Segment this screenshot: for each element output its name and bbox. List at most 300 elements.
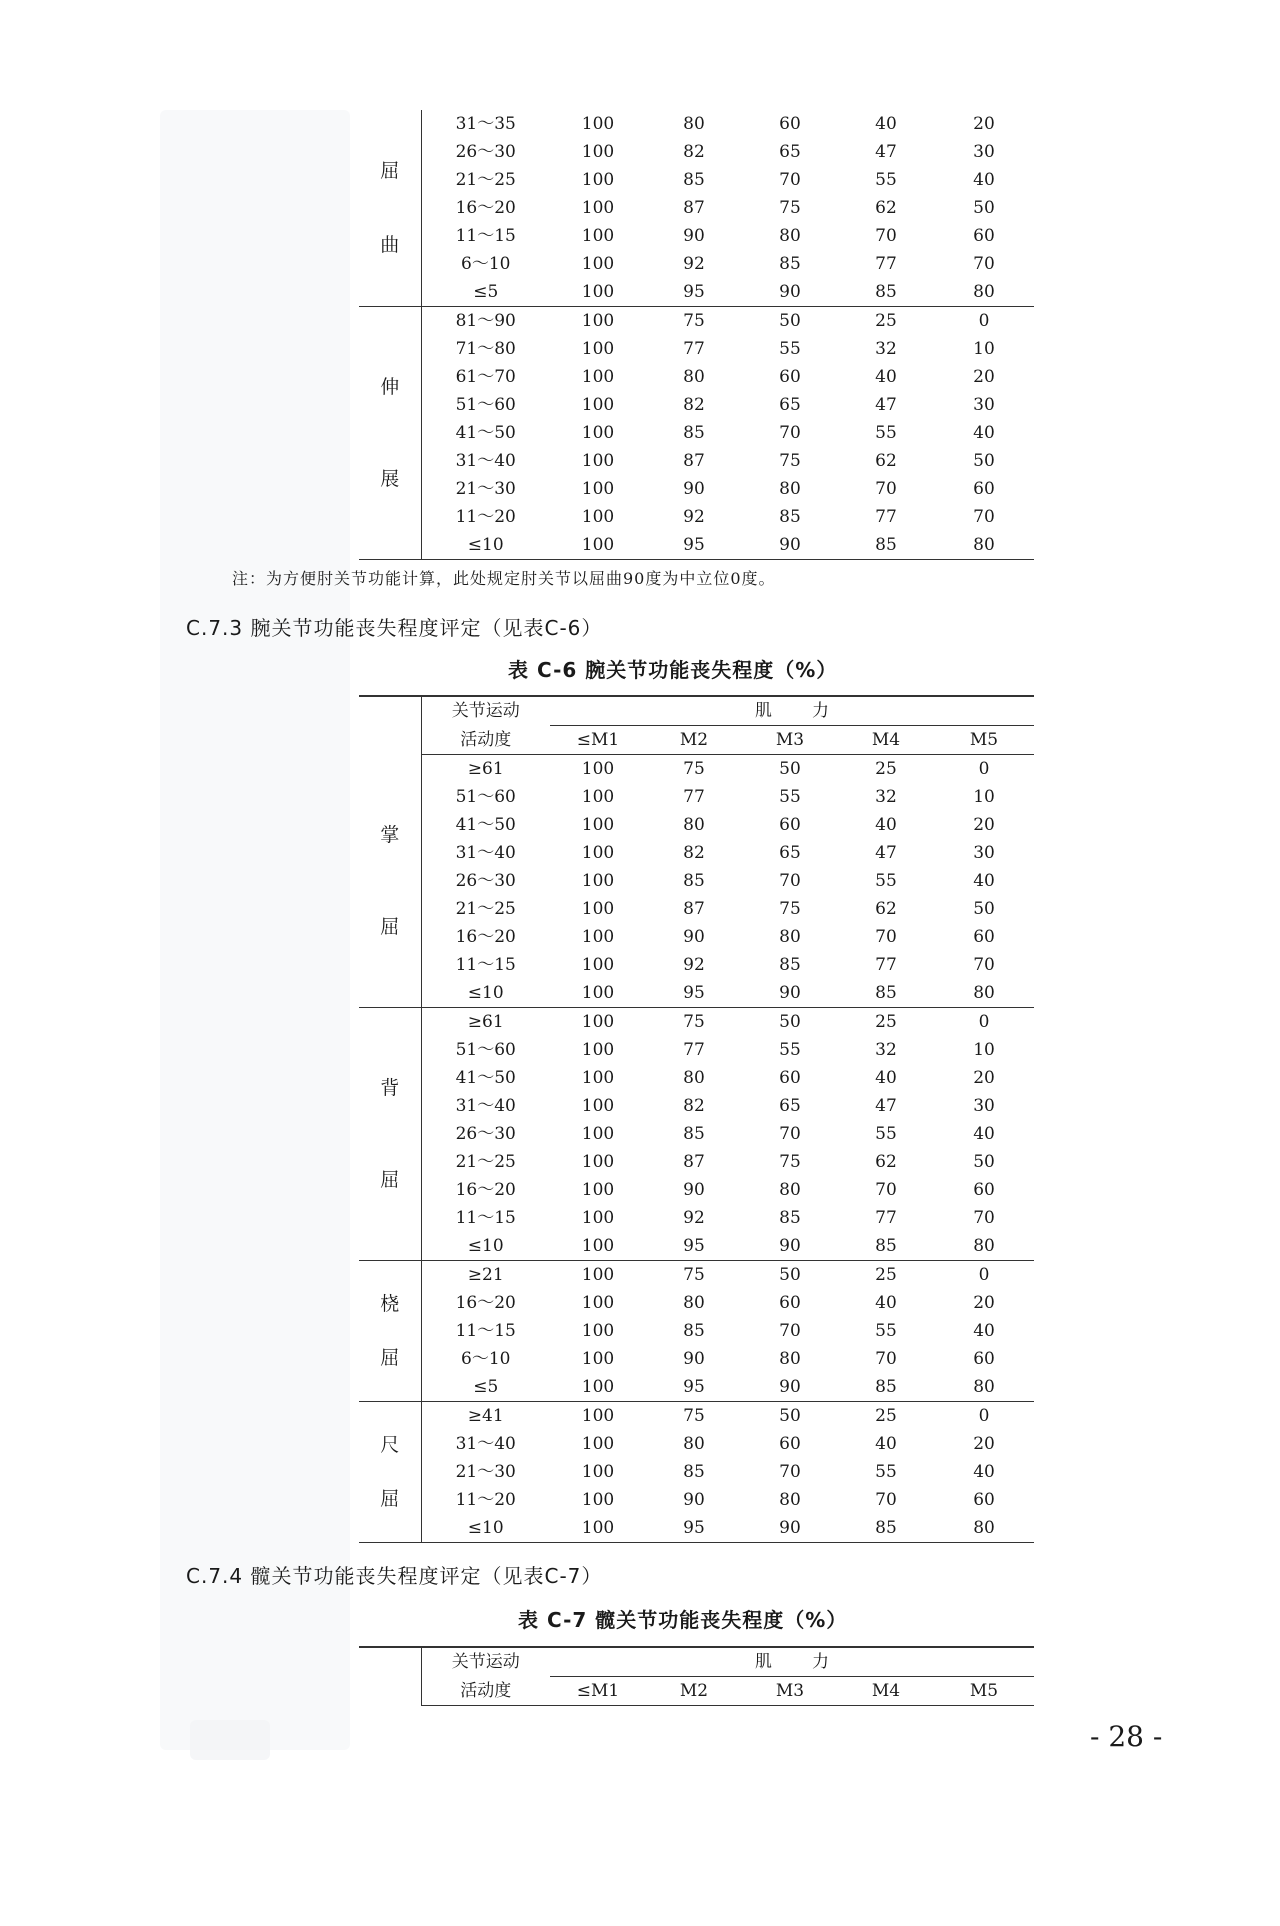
value-cell: 80 — [779, 1490, 801, 1510]
range-cell: 21～30 — [455, 1462, 516, 1482]
range-cell: 71～80 — [455, 339, 516, 359]
value-cell: 60 — [973, 1349, 995, 1369]
value-cell: 100 — [581, 815, 615, 835]
range-cell: ≤10 — [421, 979, 550, 1008]
group-label-char: 屈 — [380, 1347, 400, 1370]
value-cell: 100 — [550, 1514, 646, 1543]
value-cell: 100 — [581, 1490, 615, 1510]
value-cell: 50 — [779, 311, 801, 331]
value-cell: 100 — [581, 1293, 615, 1313]
value-cell: 87 — [683, 198, 705, 218]
value-cell: 40 — [973, 871, 995, 891]
table-row — [359, 867, 1034, 895]
table-row — [359, 222, 1034, 250]
table-row — [359, 839, 1034, 867]
range-cell: 11～15 — [455, 1208, 516, 1228]
value-cell: 25 — [875, 311, 897, 331]
value-cell: 85 — [838, 531, 934, 560]
value-cell: 40 — [875, 1293, 897, 1313]
value-cell: 0 — [978, 1406, 990, 1426]
range-cell: 6～10 — [461, 254, 511, 274]
value-cell: 100 — [550, 1232, 646, 1261]
value-cell: 70 — [779, 871, 801, 891]
value-cell: 30 — [973, 1096, 995, 1116]
value-cell: 90 — [683, 479, 705, 499]
value-cell: 80 — [934, 278, 1034, 307]
value-cell: 80 — [683, 1068, 705, 1088]
value-cell: 55 — [875, 1462, 897, 1482]
value-cell: 70 — [875, 1490, 897, 1510]
value-cell: 62 — [875, 1152, 897, 1172]
value-cell: 100 — [581, 1434, 615, 1454]
value-cell: 87 — [683, 451, 705, 471]
value-cell: 70 — [973, 955, 995, 975]
value-cell: 25 — [875, 1265, 897, 1285]
value-cell: 100 — [581, 226, 615, 246]
value-cell: 100 — [581, 507, 615, 527]
range-cell: ≥41 — [467, 1406, 504, 1426]
value-cell: 100 — [581, 1096, 615, 1116]
range-cell: 21～25 — [455, 899, 516, 919]
value-cell: 65 — [779, 843, 801, 863]
value-cell: 65 — [779, 395, 801, 415]
value-cell: 20 — [973, 367, 995, 387]
value-cell: 92 — [683, 955, 705, 975]
value-cell: 90 — [742, 979, 838, 1008]
header-blank-cell — [359, 1647, 421, 1706]
value-cell: 85 — [838, 979, 934, 1008]
range-cell: 31～40 — [455, 1434, 516, 1454]
range-cell: 81～90 — [455, 311, 516, 331]
table-row — [359, 1204, 1034, 1232]
value-cell: 40 — [973, 1462, 995, 1482]
value-cell: 100 — [581, 198, 615, 218]
value-cell: 100 — [581, 927, 615, 947]
value-cell: 65 — [779, 142, 801, 162]
value-cell: 75 — [683, 759, 705, 779]
table-row — [359, 923, 1034, 951]
value-cell: 75 — [683, 1265, 705, 1285]
table-row — [359, 307, 1034, 336]
table-row — [359, 475, 1034, 503]
value-cell: 80 — [683, 815, 705, 835]
range-cell: 16～20 — [455, 927, 516, 947]
value-cell: 0 — [978, 1265, 990, 1285]
value-cell: 85 — [838, 1514, 934, 1543]
value-cell: 70 — [779, 1124, 801, 1144]
range-cell: 31～40 — [455, 451, 516, 471]
value-cell: 85 — [683, 1124, 705, 1144]
value-cell: 100 — [550, 1373, 646, 1402]
value-cell: 77 — [875, 507, 897, 527]
group-label-char: 屈 — [380, 1169, 400, 1191]
value-cell: 95 — [646, 979, 742, 1008]
table-row — [359, 138, 1034, 166]
group-label-char: 屈 — [380, 160, 400, 183]
range-cell: 11～20 — [455, 1490, 516, 1510]
header-col-m2: M2 — [646, 1677, 742, 1706]
table-row — [359, 1232, 1034, 1261]
value-cell: 100 — [581, 787, 615, 807]
header-col-m2: M2 — [646, 726, 742, 755]
table-row — [359, 1120, 1034, 1148]
value-cell: 80 — [683, 1434, 705, 1454]
range-cell: ≤10 — [421, 1232, 550, 1261]
value-cell: 47 — [875, 142, 897, 162]
value-cell: 75 — [683, 1012, 705, 1032]
group-label — [359, 1008, 421, 1261]
range-cell: 16～20 — [455, 1293, 516, 1313]
table-note: 注：为方便肘关节功能计算，此处规定肘关节以屈曲90度为中立位0度。 — [232, 569, 776, 588]
value-cell: 95 — [646, 531, 742, 560]
value-cell: 80 — [779, 479, 801, 499]
range-cell: ≤10 — [421, 1514, 550, 1543]
range-cell: 16～20 — [455, 1180, 516, 1200]
value-cell: 100 — [581, 114, 615, 134]
value-cell: 90 — [742, 1373, 838, 1402]
value-cell: 60 — [779, 367, 801, 387]
value-cell: 100 — [581, 395, 615, 415]
value-cell: 70 — [779, 170, 801, 190]
value-cell: 85 — [683, 1462, 705, 1482]
value-cell: 100 — [581, 311, 615, 331]
header-strength: 肌力 — [550, 696, 1034, 726]
group-label-char: 背 — [380, 1077, 400, 1099]
value-cell: 100 — [581, 1406, 615, 1426]
group-label-char: 展 — [380, 468, 400, 490]
value-cell: 77 — [875, 955, 897, 975]
table-row — [359, 979, 1034, 1008]
range-cell: 26～30 — [455, 871, 516, 891]
value-cell: 90 — [683, 927, 705, 947]
value-cell: 55 — [875, 423, 897, 443]
value-cell: 100 — [550, 979, 646, 1008]
range-cell: 41～50 — [455, 815, 516, 835]
value-cell: 70 — [875, 927, 897, 947]
value-cell: 75 — [779, 451, 801, 471]
range-cell: 16～20 — [455, 198, 516, 218]
value-cell: 25 — [875, 1406, 897, 1426]
value-cell: 32 — [875, 339, 897, 359]
value-cell: 95 — [646, 278, 742, 307]
value-cell: 100 — [550, 531, 646, 560]
table-row — [359, 951, 1034, 979]
value-cell: 80 — [779, 1180, 801, 1200]
range-cell: ≥21 — [467, 1265, 504, 1285]
value-cell: 87 — [683, 1152, 705, 1172]
value-cell: 55 — [875, 170, 897, 190]
header-blank-cell — [359, 696, 421, 755]
value-cell: 90 — [742, 531, 838, 560]
value-cell: 85 — [683, 1321, 705, 1341]
value-cell: 40 — [973, 1124, 995, 1144]
value-cell: 50 — [779, 1012, 801, 1032]
value-cell: 90 — [683, 1180, 705, 1200]
range-cell: 11～20 — [455, 507, 516, 527]
header-col-m1: ≤M1 — [550, 726, 646, 755]
value-cell: 100 — [581, 1152, 615, 1172]
table-row — [359, 503, 1034, 531]
table-row — [359, 1514, 1034, 1543]
value-cell: 100 — [581, 479, 615, 499]
header-col-m3: M3 — [742, 726, 838, 755]
value-cell: 80 — [683, 367, 705, 387]
value-cell: 87 — [683, 899, 705, 919]
value-cell: 25 — [875, 759, 897, 779]
value-cell: 47 — [875, 395, 897, 415]
value-cell: 30 — [973, 395, 995, 415]
range-cell: 41～50 — [455, 1068, 516, 1088]
value-cell: 0 — [978, 311, 990, 331]
value-cell: 40 — [875, 1068, 897, 1088]
value-cell: 20 — [973, 1434, 995, 1454]
elbow-table — [359, 110, 1034, 560]
value-cell: 60 — [779, 114, 801, 134]
value-cell: 85 — [683, 170, 705, 190]
value-cell: 80 — [683, 114, 705, 134]
range-cell: ≤5 — [421, 1373, 550, 1402]
value-cell: 70 — [779, 1321, 801, 1341]
value-cell: 50 — [973, 198, 995, 218]
value-cell: 50 — [779, 759, 801, 779]
value-cell: 90 — [683, 226, 705, 246]
table-row — [359, 1036, 1034, 1064]
value-cell: 75 — [779, 899, 801, 919]
header-col-m4: M4 — [838, 1677, 934, 1706]
value-cell: 100 — [550, 278, 646, 307]
group-label-char: 尺 — [380, 1433, 400, 1456]
value-cell: 77 — [683, 787, 705, 807]
header-col-m4: M4 — [838, 726, 934, 755]
range-cell: ≤10 — [421, 531, 550, 560]
group-label — [359, 1261, 421, 1402]
value-cell: 60 — [973, 479, 995, 499]
value-cell: 25 — [875, 1012, 897, 1032]
value-cell: 100 — [581, 843, 615, 863]
value-cell: 77 — [875, 1208, 897, 1228]
value-cell: 70 — [779, 1462, 801, 1482]
value-cell: 10 — [973, 1040, 995, 1060]
value-cell: 80 — [683, 1293, 705, 1313]
range-cell: 31～40 — [455, 843, 516, 863]
value-cell: 100 — [581, 451, 615, 471]
value-cell: 40 — [875, 1434, 897, 1454]
value-cell: 50 — [973, 451, 995, 471]
value-cell: 10 — [973, 339, 995, 359]
value-cell: 70 — [973, 1208, 995, 1228]
table-row — [359, 1373, 1034, 1402]
value-cell: 60 — [973, 1180, 995, 1200]
range-cell: ≤5 — [421, 278, 550, 307]
group-label-char: 伸 — [380, 376, 400, 398]
table-caption-c6: 表 C-6 腕关节功能丧失程度（%） — [508, 658, 838, 682]
value-cell: 100 — [581, 1208, 615, 1228]
range-cell: ≥61 — [467, 759, 504, 779]
table-row — [359, 363, 1034, 391]
table-row — [359, 1486, 1034, 1514]
value-cell: 50 — [973, 1152, 995, 1172]
value-cell: 55 — [875, 871, 897, 891]
value-cell: 40 — [875, 367, 897, 387]
value-cell: 60 — [973, 226, 995, 246]
table-row — [359, 1008, 1034, 1037]
value-cell: 77 — [683, 339, 705, 359]
table-row — [359, 531, 1034, 560]
value-cell: 40 — [973, 423, 995, 443]
value-cell: 92 — [683, 507, 705, 527]
value-cell: 85 — [838, 1232, 934, 1261]
table-row — [359, 391, 1034, 419]
group-label — [359, 307, 421, 560]
range-cell: 31～35 — [455, 114, 516, 134]
header-joint-line2: 活动度 — [421, 726, 550, 755]
table-row — [359, 895, 1034, 923]
header-strength: 肌力 — [550, 1647, 1034, 1677]
value-cell: 85 — [779, 1208, 801, 1228]
value-cell: 100 — [581, 339, 615, 359]
header-joint-line1: 关节运动 — [421, 696, 550, 726]
value-cell: 70 — [875, 479, 897, 499]
value-cell: 32 — [875, 1040, 897, 1060]
value-cell: 62 — [875, 899, 897, 919]
value-cell: 82 — [683, 1096, 705, 1116]
value-cell: 20 — [973, 815, 995, 835]
value-cell: 20 — [973, 1293, 995, 1313]
range-cell: 21～25 — [455, 170, 516, 190]
table-row — [359, 335, 1034, 363]
value-cell: 100 — [581, 1349, 615, 1369]
table-row — [359, 250, 1034, 278]
range-cell: 51～60 — [455, 787, 516, 807]
value-cell: 55 — [779, 787, 801, 807]
section-heading-c74: C.7.4 髋关节功能丧失程度评定（见表C-7） — [186, 1564, 603, 1588]
value-cell: 100 — [581, 170, 615, 190]
value-cell: 70 — [875, 226, 897, 246]
value-cell: 82 — [683, 843, 705, 863]
header-col-m5: M5 — [934, 1677, 1034, 1706]
hip-table — [359, 1646, 1034, 1706]
value-cell: 80 — [779, 1349, 801, 1369]
value-cell: 70 — [779, 423, 801, 443]
table-row — [359, 1317, 1034, 1345]
value-cell: 100 — [581, 142, 615, 162]
value-cell: 90 — [683, 1349, 705, 1369]
range-cell: 11～15 — [455, 955, 516, 975]
table-row — [359, 1458, 1034, 1486]
value-cell: 100 — [581, 1180, 615, 1200]
scan-shadow — [190, 1720, 270, 1760]
value-cell: 65 — [779, 1096, 801, 1116]
range-cell: 21～25 — [455, 1152, 516, 1172]
value-cell: 40 — [875, 815, 897, 835]
value-cell: 100 — [581, 1012, 615, 1032]
value-cell: 77 — [683, 1040, 705, 1060]
group-label-char: 掌 — [380, 823, 400, 846]
value-cell: 40 — [973, 1321, 995, 1341]
range-cell: 26～30 — [455, 1124, 516, 1144]
value-cell: 47 — [875, 1096, 897, 1116]
value-cell: 32 — [875, 787, 897, 807]
value-cell: 100 — [581, 1321, 615, 1341]
value-cell: 62 — [875, 198, 897, 218]
header-col-m1: ≤M1 — [550, 1677, 646, 1706]
range-cell: 41～50 — [455, 423, 516, 443]
table-row — [359, 1289, 1034, 1317]
value-cell: 92 — [683, 1208, 705, 1228]
table-row — [359, 278, 1034, 307]
value-cell: 80 — [934, 1373, 1034, 1402]
value-cell: 0 — [978, 759, 990, 779]
value-cell: 100 — [581, 1068, 615, 1088]
value-cell: 62 — [875, 451, 897, 471]
range-cell: ≥61 — [467, 1012, 504, 1032]
group-label-char: 曲 — [380, 233, 400, 256]
header-col-m3: M3 — [742, 1677, 838, 1706]
range-cell: 31～40 — [455, 1096, 516, 1116]
value-cell: 100 — [581, 254, 615, 274]
value-cell: 100 — [581, 1124, 615, 1144]
value-cell: 80 — [934, 979, 1034, 1008]
range-cell: 51～60 — [455, 1040, 516, 1060]
header-col-m5: M5 — [934, 726, 1034, 755]
table-row — [359, 419, 1034, 447]
value-cell: 55 — [779, 1040, 801, 1060]
value-cell: 60 — [779, 1293, 801, 1313]
value-cell: 80 — [934, 531, 1034, 560]
value-cell: 95 — [646, 1514, 742, 1543]
value-cell: 80 — [779, 226, 801, 246]
group-label — [359, 755, 421, 1008]
value-cell: 90 — [742, 278, 838, 307]
table-row — [359, 110, 1034, 138]
table-row — [359, 447, 1034, 475]
value-cell: 95 — [646, 1373, 742, 1402]
value-cell: 50 — [779, 1265, 801, 1285]
value-cell: 82 — [683, 142, 705, 162]
value-cell: 100 — [581, 367, 615, 387]
value-cell: 85 — [683, 423, 705, 443]
value-cell: 85 — [838, 1373, 934, 1402]
table-row — [359, 783, 1034, 811]
group-label — [359, 110, 421, 307]
value-cell: 100 — [581, 955, 615, 975]
scan-shadow — [160, 110, 350, 1750]
group-label-char: 桡 — [380, 1292, 400, 1315]
page-number: - 28 - — [1090, 1720, 1163, 1753]
value-cell: 55 — [875, 1321, 897, 1341]
table-row — [359, 194, 1034, 222]
value-cell: 90 — [742, 1232, 838, 1261]
value-cell: 70 — [875, 1349, 897, 1369]
header-joint-line2: 活动度 — [421, 1677, 550, 1706]
value-cell: 70 — [875, 1180, 897, 1200]
value-cell: 92 — [683, 254, 705, 274]
value-cell: 100 — [581, 423, 615, 443]
value-cell: 60 — [779, 1068, 801, 1088]
range-cell: 26～30 — [455, 142, 516, 162]
range-cell: 21～30 — [455, 479, 516, 499]
value-cell: 85 — [838, 278, 934, 307]
value-cell: 95 — [646, 1232, 742, 1261]
value-cell: 82 — [683, 395, 705, 415]
table-row — [359, 1261, 1034, 1290]
table-row — [359, 1402, 1034, 1431]
value-cell: 75 — [683, 1406, 705, 1426]
table-caption-c7: 表 C-7 髋关节功能丧失程度（%） — [518, 1608, 848, 1632]
value-cell: 80 — [934, 1514, 1034, 1543]
value-cell: 47 — [875, 843, 897, 863]
wrist-table — [359, 695, 1034, 1543]
